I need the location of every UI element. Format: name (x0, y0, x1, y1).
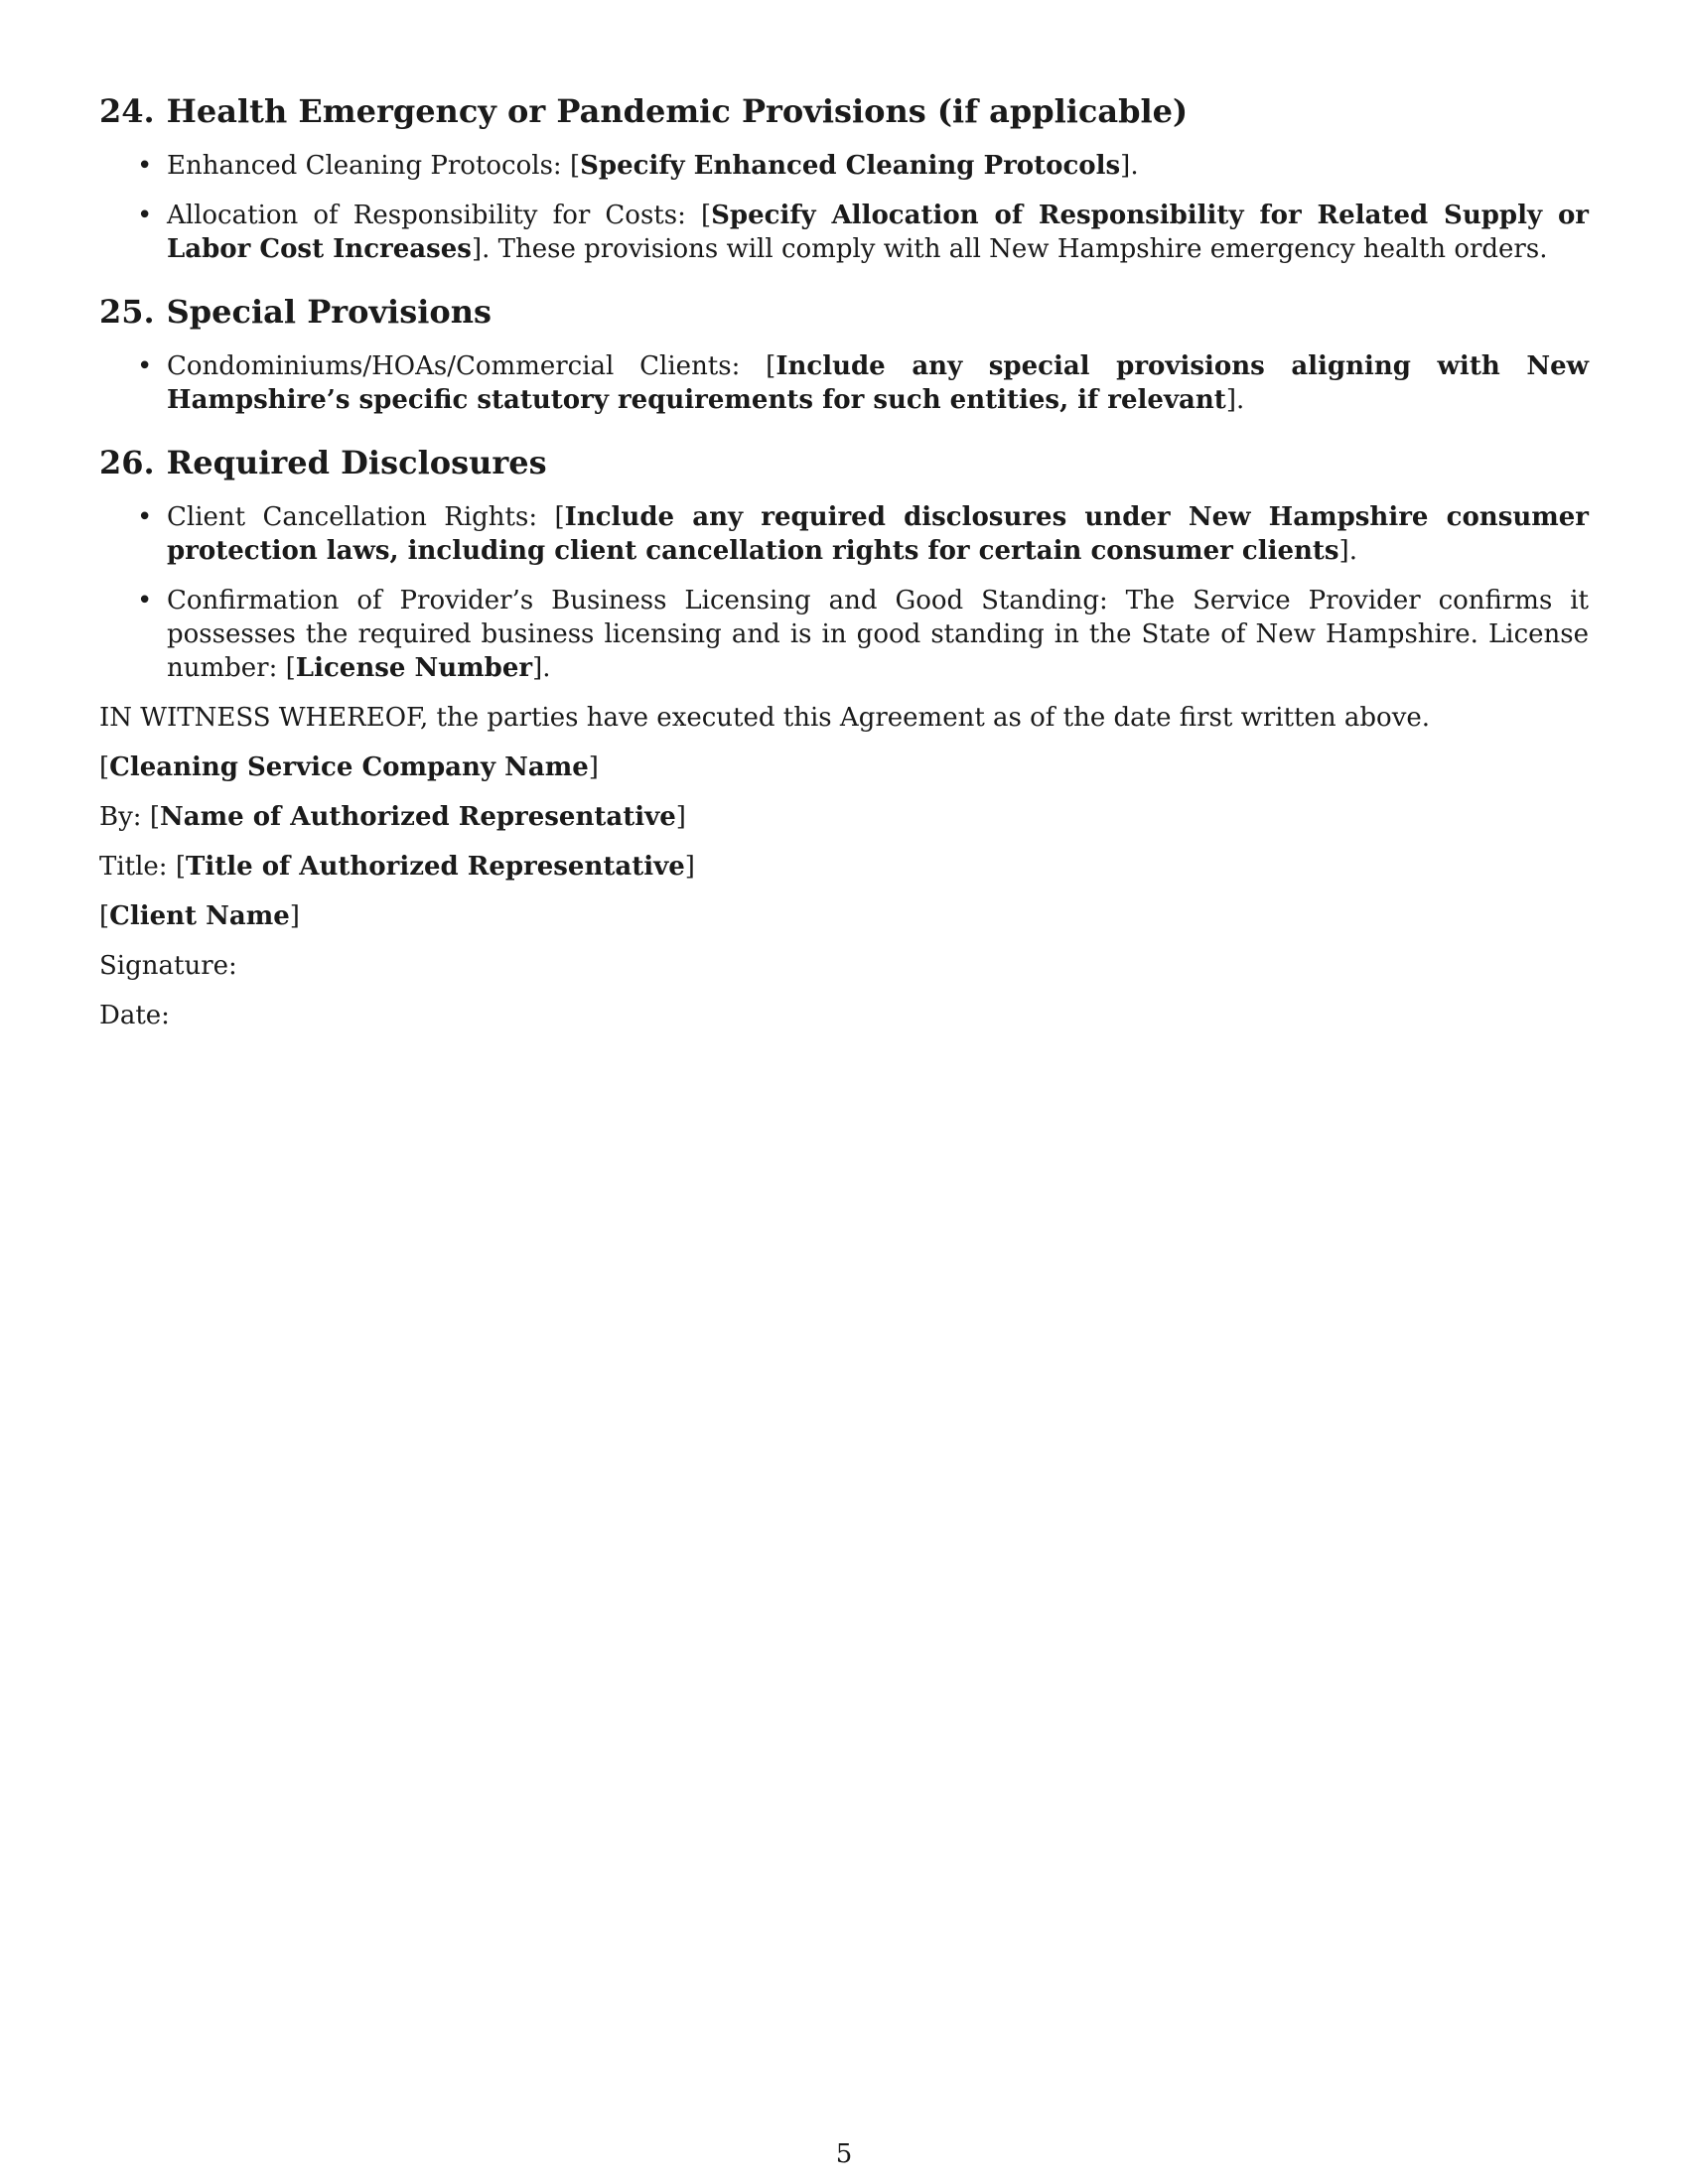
title-label: Title: (99, 852, 176, 882)
item-suffix: . (1235, 385, 1245, 415)
company-name-line: [Cleaning Service Company Name] (99, 752, 599, 782)
by-line: By: [Name of Authorized Representative] (99, 802, 686, 832)
section-26 (99, 443, 1589, 685)
section-number: 26. (99, 444, 155, 481)
by-placeholder: Name of Authorized Representative (159, 802, 676, 832)
item-placeholder: Include any special provisions aligning with New Hampshire’s specific statutory requirements for such entities, if relevant (167, 351, 1590, 415)
item-suffix: . (1348, 536, 1357, 566)
bullet-icon: • (137, 201, 153, 230)
section-heading (99, 292, 1589, 332)
item-label: Enhanced Cleaning Protocols: (167, 151, 570, 181)
signature-label: Signature: (99, 951, 237, 981)
bullet-icon: • (137, 151, 153, 181)
bullet-list (99, 500, 1589, 685)
document-page (99, 91, 1589, 1048)
item-label: Client Cancellation Rights: (167, 502, 555, 532)
section-24 (99, 91, 1589, 266)
company-placeholder: Cleaning Service Company Name (109, 752, 589, 782)
section-title: Required Disclosures (166, 444, 547, 481)
section-title: Health Emergency or Pandemic Provisions (if applicable) (166, 92, 1189, 130)
list-item: • Client Cancellation Rights: [Include any required disclosures under New Hampshire consumer protection laws, including client cancellation rights for certain consumer clients]. (137, 502, 1589, 566)
section-heading (99, 91, 1589, 131)
client-placeholder: Client Name (109, 901, 290, 931)
list-item: • Enhanced Cleaning Protocols: [Specify Enhanced Cleaning Protocols]. (137, 151, 1139, 181)
item-label: Confirmation of Provider’s Business Licensing and Good Standing: The Service Provider confirms it possesses the required business licensing and is in good standing in the State of New Hampshire. License number: (167, 586, 1589, 683)
bullet-icon: • (137, 502, 153, 532)
list-item: • Condominiums/HOAs/Commercial Clients: [Include any special provisions aligning with New Hampshire’s specific statutory requirements for such entities, if relevant]. (137, 351, 1590, 415)
client-name-line: [Client Name] (99, 901, 300, 931)
list-item: • Allocation of Responsibility for Costs: [Specify Allocation of Responsibility for Related Supply or Labor Cost Increases]. These provisions will comply with all New Hampshire emergency health orders. (137, 201, 1590, 264)
bullet-list (99, 149, 1589, 266)
title-placeholder: Title of Authorized Representative (186, 852, 685, 882)
page-number: 5 (835, 2139, 853, 2169)
item-label: Condominiums/HOAs/Commercial Clients: (167, 351, 767, 381)
item-suffix: . These provisions will comply with all New Hampshire emergency health orders. (482, 234, 1548, 264)
section-25 (99, 292, 1589, 417)
item-suffix: . (542, 653, 551, 683)
section-number: 25. (99, 293, 155, 331)
item-label: Allocation of Responsibility for Costs: (167, 201, 701, 230)
item-placeholder: Include any required disclosures under New Hampshire consumer protection laws, including client cancellation rights for certain consumer clients (167, 502, 1589, 566)
date-label: Date: (99, 1001, 170, 1030)
item-placeholder: Specify Enhanced Cleaning Protocols (580, 151, 1121, 181)
by-label: By: (99, 802, 150, 832)
witness-statement: IN WITNESS WHEREOF, the parties have executed this Agreement as of the date first written above. (99, 703, 1431, 733)
item-placeholder: License Number (295, 653, 533, 683)
item-suffix: . (1130, 151, 1139, 181)
bullet-icon: • (137, 586, 153, 615)
signature-block (99, 751, 1589, 1032)
bullet-list (99, 349, 1589, 417)
title-line: Title: [Title of Authorized Representative] (99, 852, 695, 882)
section-number: 24. (99, 92, 155, 130)
section-title: Special Provisions (166, 293, 492, 331)
section-heading (99, 443, 1589, 482)
list-item: • Confirmation of Provider’s Business Licensing and Good Standing: The Service Provider confirms it possesses the required business licensing and is in good standing in the State of New Hampshire. License number: [License Number]. (137, 586, 1589, 683)
bullet-icon: • (137, 351, 153, 381)
item-placeholder: Specify Allocation of Responsibility for Related Supply or Labor Cost Increases (167, 201, 1590, 264)
